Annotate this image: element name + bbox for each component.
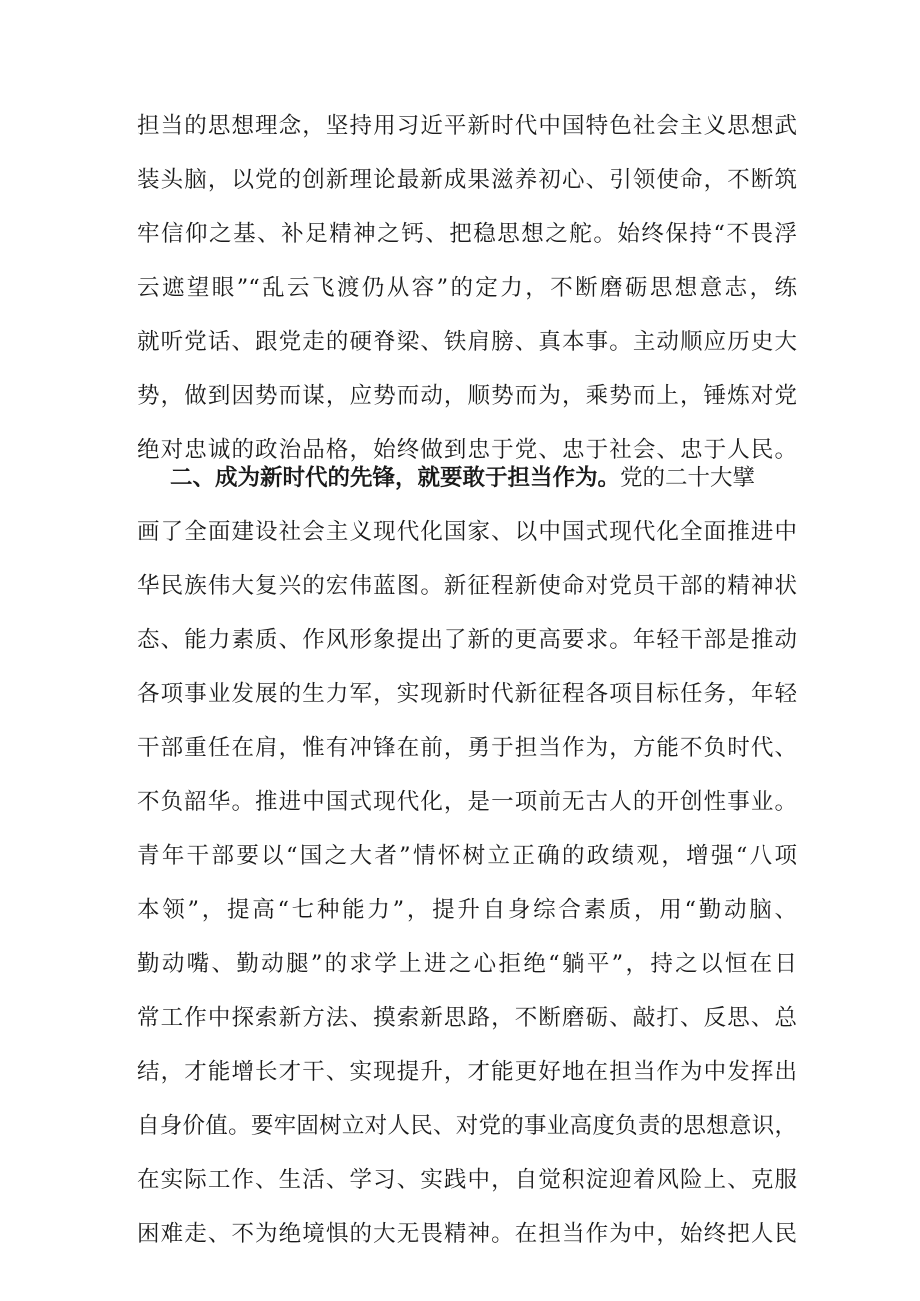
paragraph-line: 在实际工作、生活、学习、实践中，自觉积淀迎着风险上、克服 [137,1167,797,1193]
paragraph-line: 青年干部要以“国之大者”情怀树立正确的政绩观，增强“八项 [137,843,797,869]
paragraph-line: 云遮望眼”“乱云飞渡仍从容”的定力，不断磨砺思想意志，练 [137,275,797,301]
paragraph-line: 不负韶华。推进中国式现代化，是一项前无古人的开创性事业。 [137,789,797,815]
paragraph-first-line [170,458,755,498]
paragraph-line: 就听党话、跟党走的硬脊梁、铁肩膀、真本事。主动顺应历史大 [137,329,797,355]
paragraph-line: 华民族伟大复兴的宏伟蓝图。新征程新使命对党员干部的精神状 [137,573,797,599]
paragraph-line: 困难走、不为绝境惧的大无畏精神。在担当作为中，始终把人民 [137,1221,797,1247]
paragraph-line: 勤动嘴、勤动腿”的求学上进之心拒绝“躺平”，持之以恒在日 [137,951,797,977]
paragraph-line: 常工作中探索新方法、摸索新思路，不断磨砺、敲打、反思、总 [137,1005,797,1031]
paragraph-text: 党的二十大擘 [620,465,756,491]
section-heading: 二、成为新时代的先锋，就要敢于担当作为。 [170,465,621,491]
paragraph-line: 担当的思想理念，坚持用习近平新时代中国特色社会主义思想武 [137,113,797,139]
paragraph-line: 自身价值。要牢固树立对人民、对党的事业高度负责的思想意识， [137,1113,797,1139]
paragraph-line: 势，做到因势而谋，应势而动，顺势而为，乘势而上，锤炼对党 [137,383,797,409]
paragraph-line: 态、能力素质、作风形象提出了新的更高要求。年轻干部是推动 [137,627,797,653]
paragraph-line: 各项事业发展的生力军，实现新时代新征程各项目标任务，年轻 [137,681,797,707]
paragraph-line: 画了全面建设社会主义现代化国家、以中国式现代化全面推进中 [137,519,797,545]
paragraph-line: 牢信仰之基、补足精神之钙、把稳思想之舵。始终保持“不畏浮 [137,221,797,247]
paragraph-line: 绝对忠诚的政治品格，始终做到忠于党、忠于社会、忠于人民。 [137,437,797,463]
paragraph-line: 本领”，提高“七种能力”，提升自身综合素质，用“勤动脑、 [137,897,797,923]
paragraph-line: 干部重任在肩，惟有冲锋在前，勇于担当作为，方能不负时代、 [137,735,797,761]
paragraph-line: 结，才能增长才干、实现提升，才能更好地在担当作为中发挥出 [137,1059,797,1085]
paragraph-line: 装头脑，以党的创新理论最新成果滋养初心、引领使命，不断筑 [137,167,797,193]
